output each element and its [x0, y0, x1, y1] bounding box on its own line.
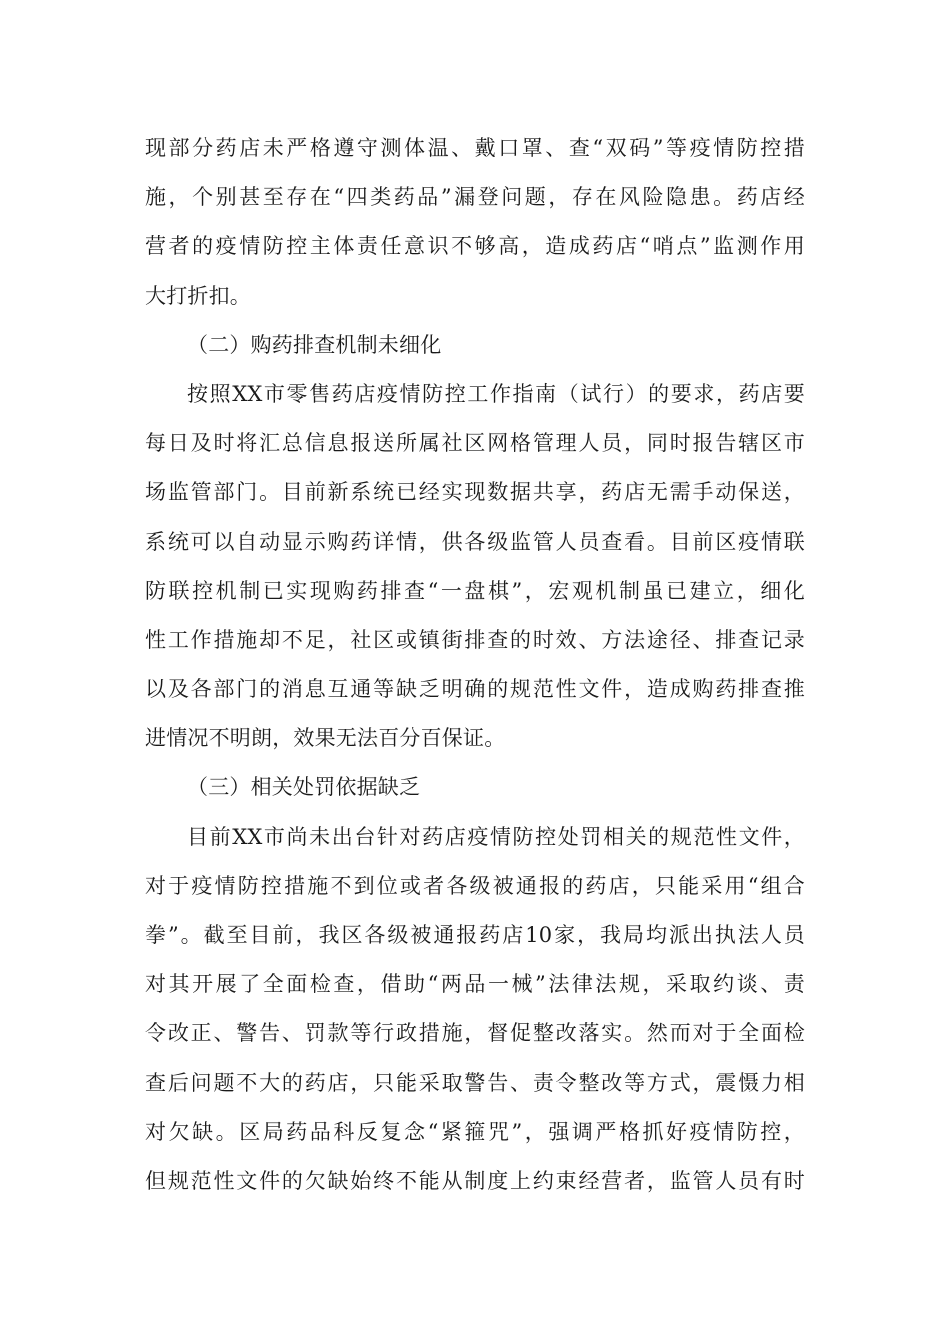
paragraph-line: 每日及时将汇总信息报送所属社区网格管理人员，同时报告辖区市: [145, 431, 805, 456]
paragraph-line: 对于疫情防控措施不到位或者各级被通报的药店，只能采用“组合: [145, 873, 805, 898]
paragraph-line: 现部分药店未严格遵守测体温、戴口罩、查“双码”等疫情防控措: [145, 136, 805, 160]
paragraph-line: 对其开展了全面检查，借助“两品一械”法律法规，采取约谈、责: [145, 972, 805, 997]
paragraph-line: 查后问题不大的药店，只能采取警告、责令整改等方式，震慑力相: [145, 1070, 805, 1095]
paragraph-line: 目前XX市尚未出台针对药店疫情防控处罚相关的规范性文件，: [187, 824, 805, 849]
document-body: [145, 124, 805, 1206]
section-heading: （三）相关处罚依据缺乏: [187, 775, 421, 800]
paragraph-line: 施，个别甚至存在“四类药品”漏登问题，存在风险隐患。药店经: [145, 185, 805, 210]
paragraph-line: 按照XX市零售药店疫情防控工作指南（试行）的要求，药店要: [187, 381, 805, 406]
paragraph-line: 性工作措施却不足，社区或镇街排查的时效、方法途径、排查记录: [145, 627, 805, 652]
paragraph-line: 营者的疫情防控主体责任意识不够高，造成药店“哨点”监测作用: [145, 234, 805, 259]
paragraph-line: 拳”。截至目前，我区各级被通报药店10家，我局均派出执法人员: [145, 923, 805, 947]
paragraph-line: 令改正、警告、罚款等行政措施，督促整改落实。然而对于全面检: [145, 1021, 805, 1046]
paragraph-line: 大打折扣。: [145, 283, 251, 308]
section-heading: （二）购药排查机制未细化: [187, 332, 442, 357]
paragraph-line: 系统可以自动显示购药详情，供各级监管人员查看。目前区疫情联: [145, 529, 805, 554]
paragraph-line: 场监管部门。目前新系统已经实现数据共享，药店无需手动保送，: [145, 480, 805, 505]
paragraph-line: 以及各部门的消息互通等缺乏明确的规范性文件，造成购药排查推: [145, 677, 805, 702]
paragraph-line: 进情况不明朗，效果无法百分百保证。: [145, 726, 506, 751]
paragraph-line: 防联控机制已实现购药排查“一盘棋”，宏观机制虽已建立，细化: [145, 578, 805, 603]
paragraph-line: 对欠缺。区局药品科反复念“紧箍咒”，强调严格抓好疫情防控，: [145, 1119, 805, 1144]
paragraph-line: 但规范性文件的欠缺始终不能从制度上约束经营者，监管人员有时: [145, 1168, 805, 1193]
